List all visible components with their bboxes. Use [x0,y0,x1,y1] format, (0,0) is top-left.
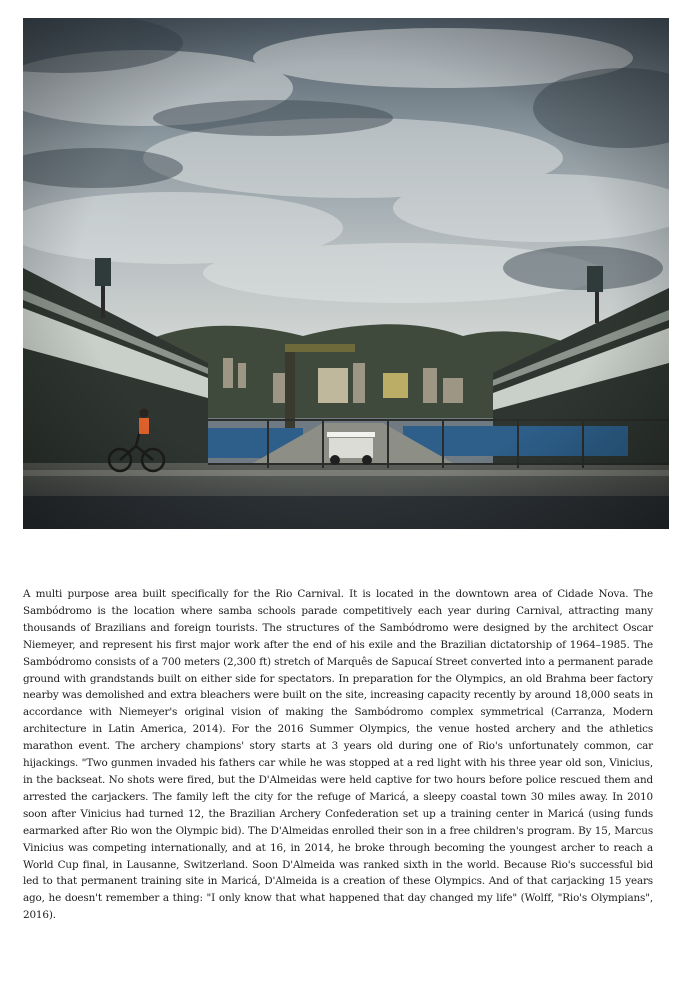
article-paragraph: A multi purpose area built specifically for the Rio Carnival. It is located in the downtown area of Cidade Nova. The Sambódromo is the location where samba schools parade competitively each year during Carnival, attracting many thousands of Brazilians and foreign tourists. The structures of the Sambódromo were designed by the architect Oscar Niemeyer, and represent his first major work after the end of his exile and the Brazilian dictatorship of 1964–1985. The Sambódromo consists of a 700 meters (2,300 ft) stretch of Marquês de Sapucaí Street converted into a permanent parade ground with grandstands built on either side for spectators. In preparation for the Olympics, an old Brahma beer factory nearby was demolished and extra bleachers were built on the site, increasing capacity recently by around 18,000 seats in accordance with Niemeyer's original vision of making the Sambódromo complex symmetrical (Carranza, Modern architecture in Latin America, 2014). For the 2016 Summer Olympics, the venue hosted archery and the athletics marathon event. The archery champions' story starts at 3 years old during one of Rio's unfortunately common, car hijackings. "Two gunmen invaded his fathers car while he was stopped at a red light with his three year old son, Vinicius, in the backseat. No shots were fired, but the D'Almeidas were held captive for two hours before police rescued them and arrested the carjackers. The family left the city for the refuge of Maricá, a sleepy coastal town 30 miles away. In 2010 soon after Vinicius had turned 12, the Brazilian Archery Confederation set up a training center in Maricá (using funds earmarked after Rio won the Olympic bid). The D'Almeidas enrolled their son in a free children's program. By 15, Marcus Vinicius was competing internationally, and at 16, in 2014, he broke through becoming the youngest archer to reach a World Cup final, in Lausanne, Switzerland. Soon D'Almeida was ranked sixth in the world. Because Rio's successful bid led to that permanent training site in Maricá, D'Almeida is a creation of these Olympics. And of that carjacking 15 years ago, he doesn't remember a thing: "I only know that what happened that day changed my life" (Wolff, "Rio's Olympians", 2016). [23,588,653,922]
sambodromo-photo [23,18,669,529]
sambodromo-photo-drawing [23,18,669,529]
